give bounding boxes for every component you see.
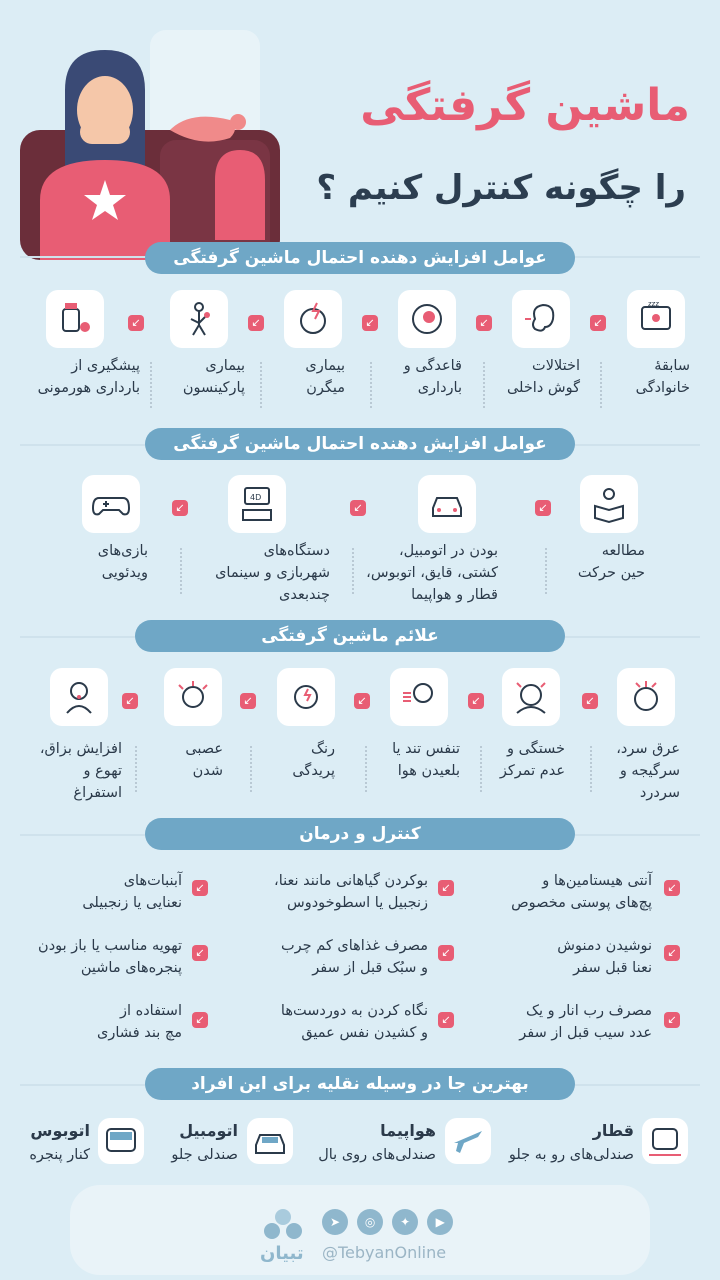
- arrow-icon: ↙: [438, 880, 454, 896]
- arrow-icon: ↙: [122, 693, 138, 709]
- arrow-icon: ↙: [192, 880, 208, 896]
- section-3-banner: علائم ماشین گرفتگی: [135, 620, 565, 652]
- svg-text:4D: 4D: [250, 493, 262, 502]
- treatment-label: مصرف غذاهای کم چرب و سبُک قبل از سفر: [280, 938, 428, 976]
- separator: [600, 362, 602, 408]
- pregnancy-icon: [398, 290, 456, 348]
- bus-icon: [98, 1118, 144, 1164]
- nervous-icon: [164, 668, 222, 726]
- arrow-icon: ↙: [590, 315, 606, 331]
- cinema-4d-icon: [228, 475, 286, 533]
- treatment-label: آبنبات‌های نعنایی یا زنجبیلی: [82, 873, 182, 911]
- aparat-icon[interactable]: ▶: [427, 1209, 453, 1235]
- tired-icon: [502, 668, 560, 726]
- arrow-icon: ↙: [192, 1012, 208, 1028]
- treatment-label: بوکردن گیاهانی مانند نعنا، زنجبیل یا اسطوخودوس: [274, 873, 428, 911]
- symptom-label: عصبی شدن: [185, 741, 223, 779]
- separator: [180, 548, 182, 594]
- symptom-label: خستگی و عدم تمرکز: [499, 741, 565, 779]
- arrow-icon: ↙: [354, 693, 370, 709]
- risk-label: سابقهٔ خانوادگی: [635, 358, 690, 396]
- seat-title: هواپیما: [380, 1121, 436, 1140]
- separator: [480, 746, 482, 792]
- parkinson-icon: [170, 290, 228, 348]
- car-icon: [418, 475, 476, 533]
- treatment-label: نوشیدن دمنوش نعنا قبل سفر: [557, 938, 652, 976]
- section-1-banner: عوامل افزایش دهنده احتمال ماشین گرفتگی: [145, 242, 575, 274]
- train-icon: [642, 1118, 688, 1164]
- arrow-icon: ↙: [535, 500, 551, 516]
- arrow-icon: ↙: [362, 315, 378, 331]
- arrow-icon: ↙: [248, 315, 264, 331]
- arrow-icon: ↙: [128, 315, 144, 331]
- nausea-icon: [50, 668, 108, 726]
- telegram-icon[interactable]: ➤: [322, 1209, 348, 1235]
- separator: [590, 746, 592, 792]
- seat-desc: صندلی‌های رو به جلو: [508, 1147, 634, 1163]
- symptom-label: رنگ پریدگی: [292, 741, 335, 779]
- reading-icon: [580, 475, 638, 533]
- section-5-banner: بهترین جا در وسیله نقلیه برای این افراد: [145, 1068, 575, 1100]
- arrow-icon: ↙: [468, 693, 484, 709]
- cause-label: مطالعه حین حرکت: [577, 543, 645, 581]
- pills-icon: [46, 290, 104, 348]
- seat-title: اتوبوس: [30, 1121, 90, 1140]
- car-front-icon: [247, 1118, 293, 1164]
- arrow-icon: ↙: [192, 945, 208, 961]
- twitter-icon[interactable]: ✦: [392, 1209, 418, 1235]
- symptom-label: افزایش بزاق، تهوع و استفراغ: [39, 741, 122, 801]
- symptom-label: تنفس تند یا بلعیدن هوا: [392, 741, 460, 779]
- arrow-icon: ↙: [240, 693, 256, 709]
- page-subtitle: را چگونه کنترل کنیم ؟: [316, 168, 686, 208]
- separator: [150, 362, 152, 408]
- dizzy-icon: [617, 668, 675, 726]
- arrow-icon: ↙: [438, 1012, 454, 1028]
- separator: [352, 548, 354, 594]
- arrow-icon: ↙: [582, 693, 598, 709]
- instagram-icon[interactable]: ◎: [357, 1209, 383, 1235]
- cause-label: بازی‌های ویدئویی: [97, 543, 148, 581]
- family-history-icon: [627, 290, 685, 348]
- arrow-icon: ↙: [476, 315, 492, 331]
- svg-text:zzz: zzz: [648, 300, 660, 308]
- seat-desc: صندلی جلو: [171, 1147, 238, 1163]
- migraine-icon: [284, 290, 342, 348]
- arrow-icon: ↙: [664, 945, 680, 961]
- section-4-banner: کنترل و درمان: [145, 818, 575, 850]
- cause-label: بودن در اتومبیل، کشتی، قایق، اتوبوس، قطار و هواپیما: [366, 543, 498, 603]
- separator: [250, 746, 252, 792]
- footer: [70, 1185, 650, 1275]
- pale-icon: [277, 668, 335, 726]
- arrow-icon: ↙: [664, 1012, 680, 1028]
- arrow-icon: ↙: [350, 500, 366, 516]
- ear-icon: [512, 290, 570, 348]
- separator: [483, 362, 485, 408]
- risk-label: بیماری میگرن: [305, 358, 345, 396]
- treatment-label: آنتی هیستامین‌ها و پچ‌های پوستی مخصوص: [511, 873, 652, 911]
- arrow-icon: ↙: [438, 945, 454, 961]
- seat-title: قطار: [592, 1121, 634, 1140]
- seat-desc: کنار پنجره: [29, 1147, 90, 1163]
- separator: [370, 362, 372, 408]
- section-2-banner: عوامل افزایش دهنده احتمال ماشین گرفتگی: [145, 428, 575, 460]
- breathing-icon: [390, 668, 448, 726]
- risk-label: پیشگیری از بارداری هورمونی: [37, 358, 140, 396]
- separator: [365, 746, 367, 792]
- risk-label: قاعدگی و بارداری: [403, 358, 462, 396]
- symptom-label: عرق سرد، سرگیجه و سردرد: [616, 741, 680, 801]
- risk-label: اختلالات گوش داخلی: [506, 358, 580, 396]
- gamepad-icon: [82, 475, 140, 533]
- separator: [135, 746, 137, 792]
- separator: [260, 362, 262, 408]
- treatment-label: تهویه مناسب یا باز بودن پنجره‌های ماشین: [38, 938, 182, 976]
- risk-label: بیماری پارکینسون: [182, 358, 245, 396]
- arrow-icon: ↙: [664, 880, 680, 896]
- social-icons: [320, 1209, 455, 1235]
- seat-title: اتومبیل: [179, 1121, 238, 1140]
- arrow-icon: ↙: [172, 500, 188, 516]
- treatment-label: نگاه کردن به دوردست‌ها و کشیدن نفس عمیق: [280, 1003, 428, 1041]
- separator: [545, 548, 547, 594]
- seat-desc: صندلی‌های روی بال: [318, 1147, 436, 1163]
- social-handle[interactable]: @TebyanOnline: [322, 1243, 447, 1262]
- treatment-label: استفاده از مچ بند فشاری: [96, 1003, 182, 1041]
- logo-text: تبیان: [260, 1243, 304, 1264]
- airplane-icon: [445, 1118, 491, 1164]
- header-illustration: [20, 30, 290, 260]
- treatment-label: مصرف رب انار و یک عدد سیب قبل از سفر: [519, 1003, 652, 1041]
- page-title: ماشین گرفتگی: [360, 80, 690, 131]
- cause-label: دستگاه‌های شهربازی و سینمای چندبعدی: [215, 543, 330, 603]
